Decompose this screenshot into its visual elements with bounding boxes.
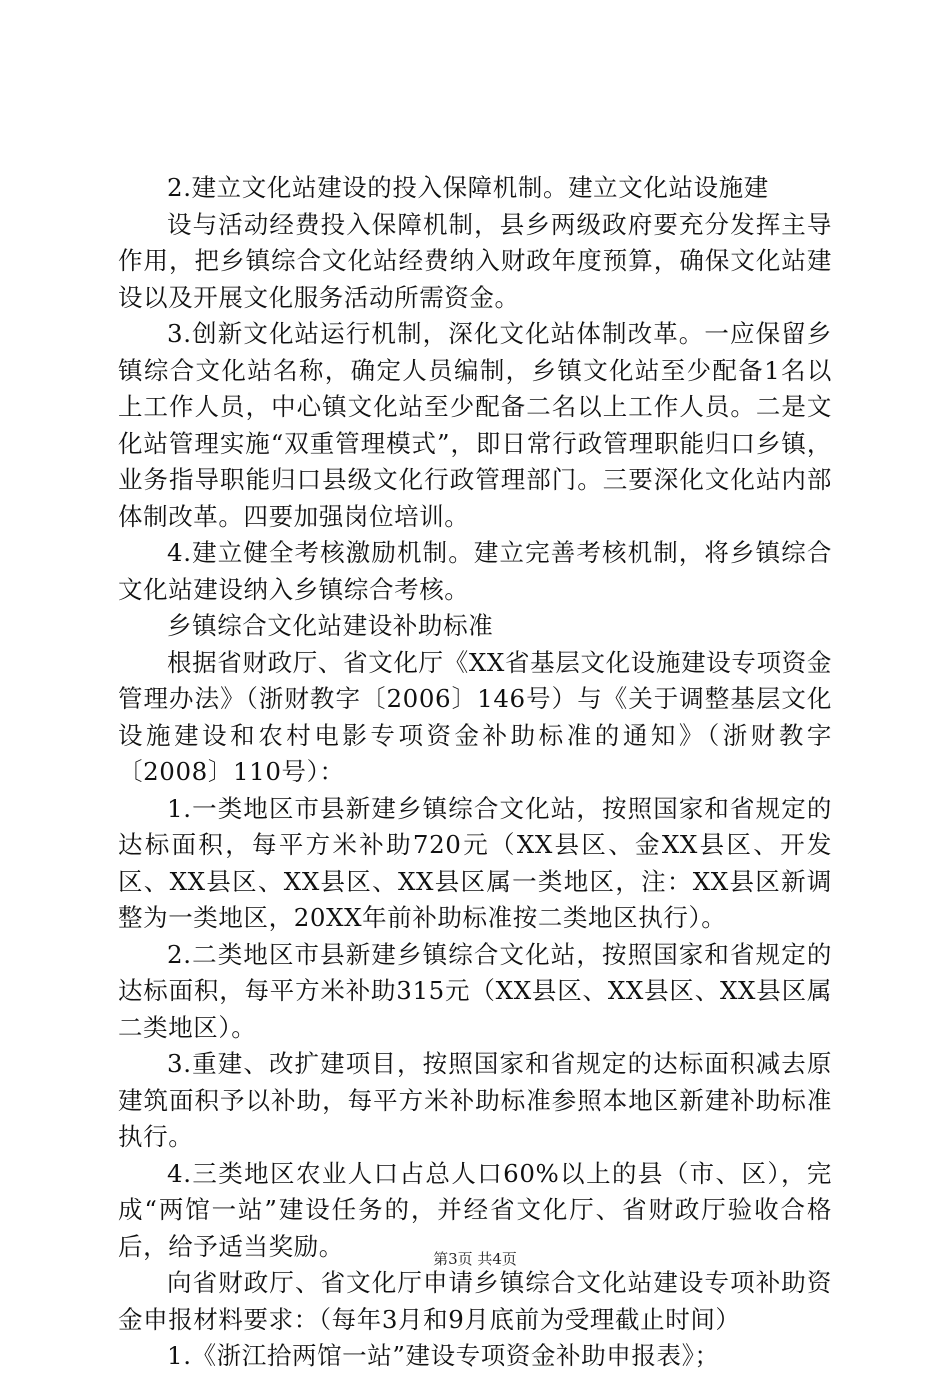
paragraph-class-two-subsidy: 2.二类地区市县新建乡镇综合文化站，按照国家和省规定的达标面积，每平方米补助315元（XX县区、XX县区、XX县区属二类地区）。 <box>118 939 832 1042</box>
page-number-footer: 第3页 共4页 <box>433 1250 517 1268</box>
paragraph-rebuild-subsidy: 3.重建、改扩建项目，按照国家和省规定的达标面积减去原建筑面积予以补助，每平方米补助标准参照本地区新建补助标准执行。 <box>118 1049 832 1151</box>
paragraph-assessment-mechanism: 4.建立健全考核激励机制。建立完善考核机制，将乡镇综合文化站建设纳入乡镇综合考核。 <box>118 538 832 604</box>
paragraph-application-requirements: 向省财政厅、省文化厅申请乡镇综合文化站建设专项补助资金申报材料要求：（每年3月和9月底前为受理截止时间） <box>118 1268 832 1334</box>
paragraph-operation-mechanism: 3.创新文化站运行机制，深化文化站体制改革。一应保留乡镇综合文化站名称，确定人员编制，乡镇文化站至少配备1名以上工作人员，中心镇文化站至少配备二名以上工作人员。二是文化站管理实施“双重管理模式”，即日常行政管理职能归口乡镇，业务指导职能归口县级文化行政管理部门。三要深化文化站内部体制改革。四要加强岗位培训。 <box>118 319 832 531</box>
paragraph-investment-guarantee: 2.建立文化站建设的投入保障机制。建立文化站设施建 <box>167 173 769 202</box>
paragraph-class-one-subsidy: 1.一类地区市县新建乡镇综合文化站，按照国家和省规定的达标面积，每平方米补助720元（XX县区、金XX县区、开发区、XX县区、XX县区、XX县区属一类地区，注：XX县区新调整为一类地区，20XX年前补助标准按二类地区执行）。 <box>118 793 832 932</box>
document-body <box>118 170 832 1375</box>
paragraph-class-three-reward: 4.三类地区农业人口占总人口60%以上的县（市、区），完成“两馆一站”建设任务的，并经省文化厅、省财政厅验收合格后，给予适当奖励。 <box>118 1158 832 1261</box>
paragraph-policy-basis: 根据省财政厅、省文化厅《XX省基层文化设施建设专项资金管理办法》（浙财教字〔2006〕146号）与《关于调整基层文化设施建设和农村电影专项资金补助标准的通知》（浙财教字〔2008〕110号）： <box>118 647 832 786</box>
paragraph-funding-mechanism: 设与活动经费投入保障机制，县乡两级政府要充分发挥主导作用，把乡镇综合文化站经费纳入财政年度预算，确保文化站建设以及开展文化服务活动所需资金。 <box>118 209 832 312</box>
section-heading-subsidy-standard: 乡镇综合文化站建设补助标准 <box>167 611 494 640</box>
paragraph-application-form: 1.《浙江拾两馆一站”建设专项资金补助申报表》； <box>167 1341 720 1370</box>
